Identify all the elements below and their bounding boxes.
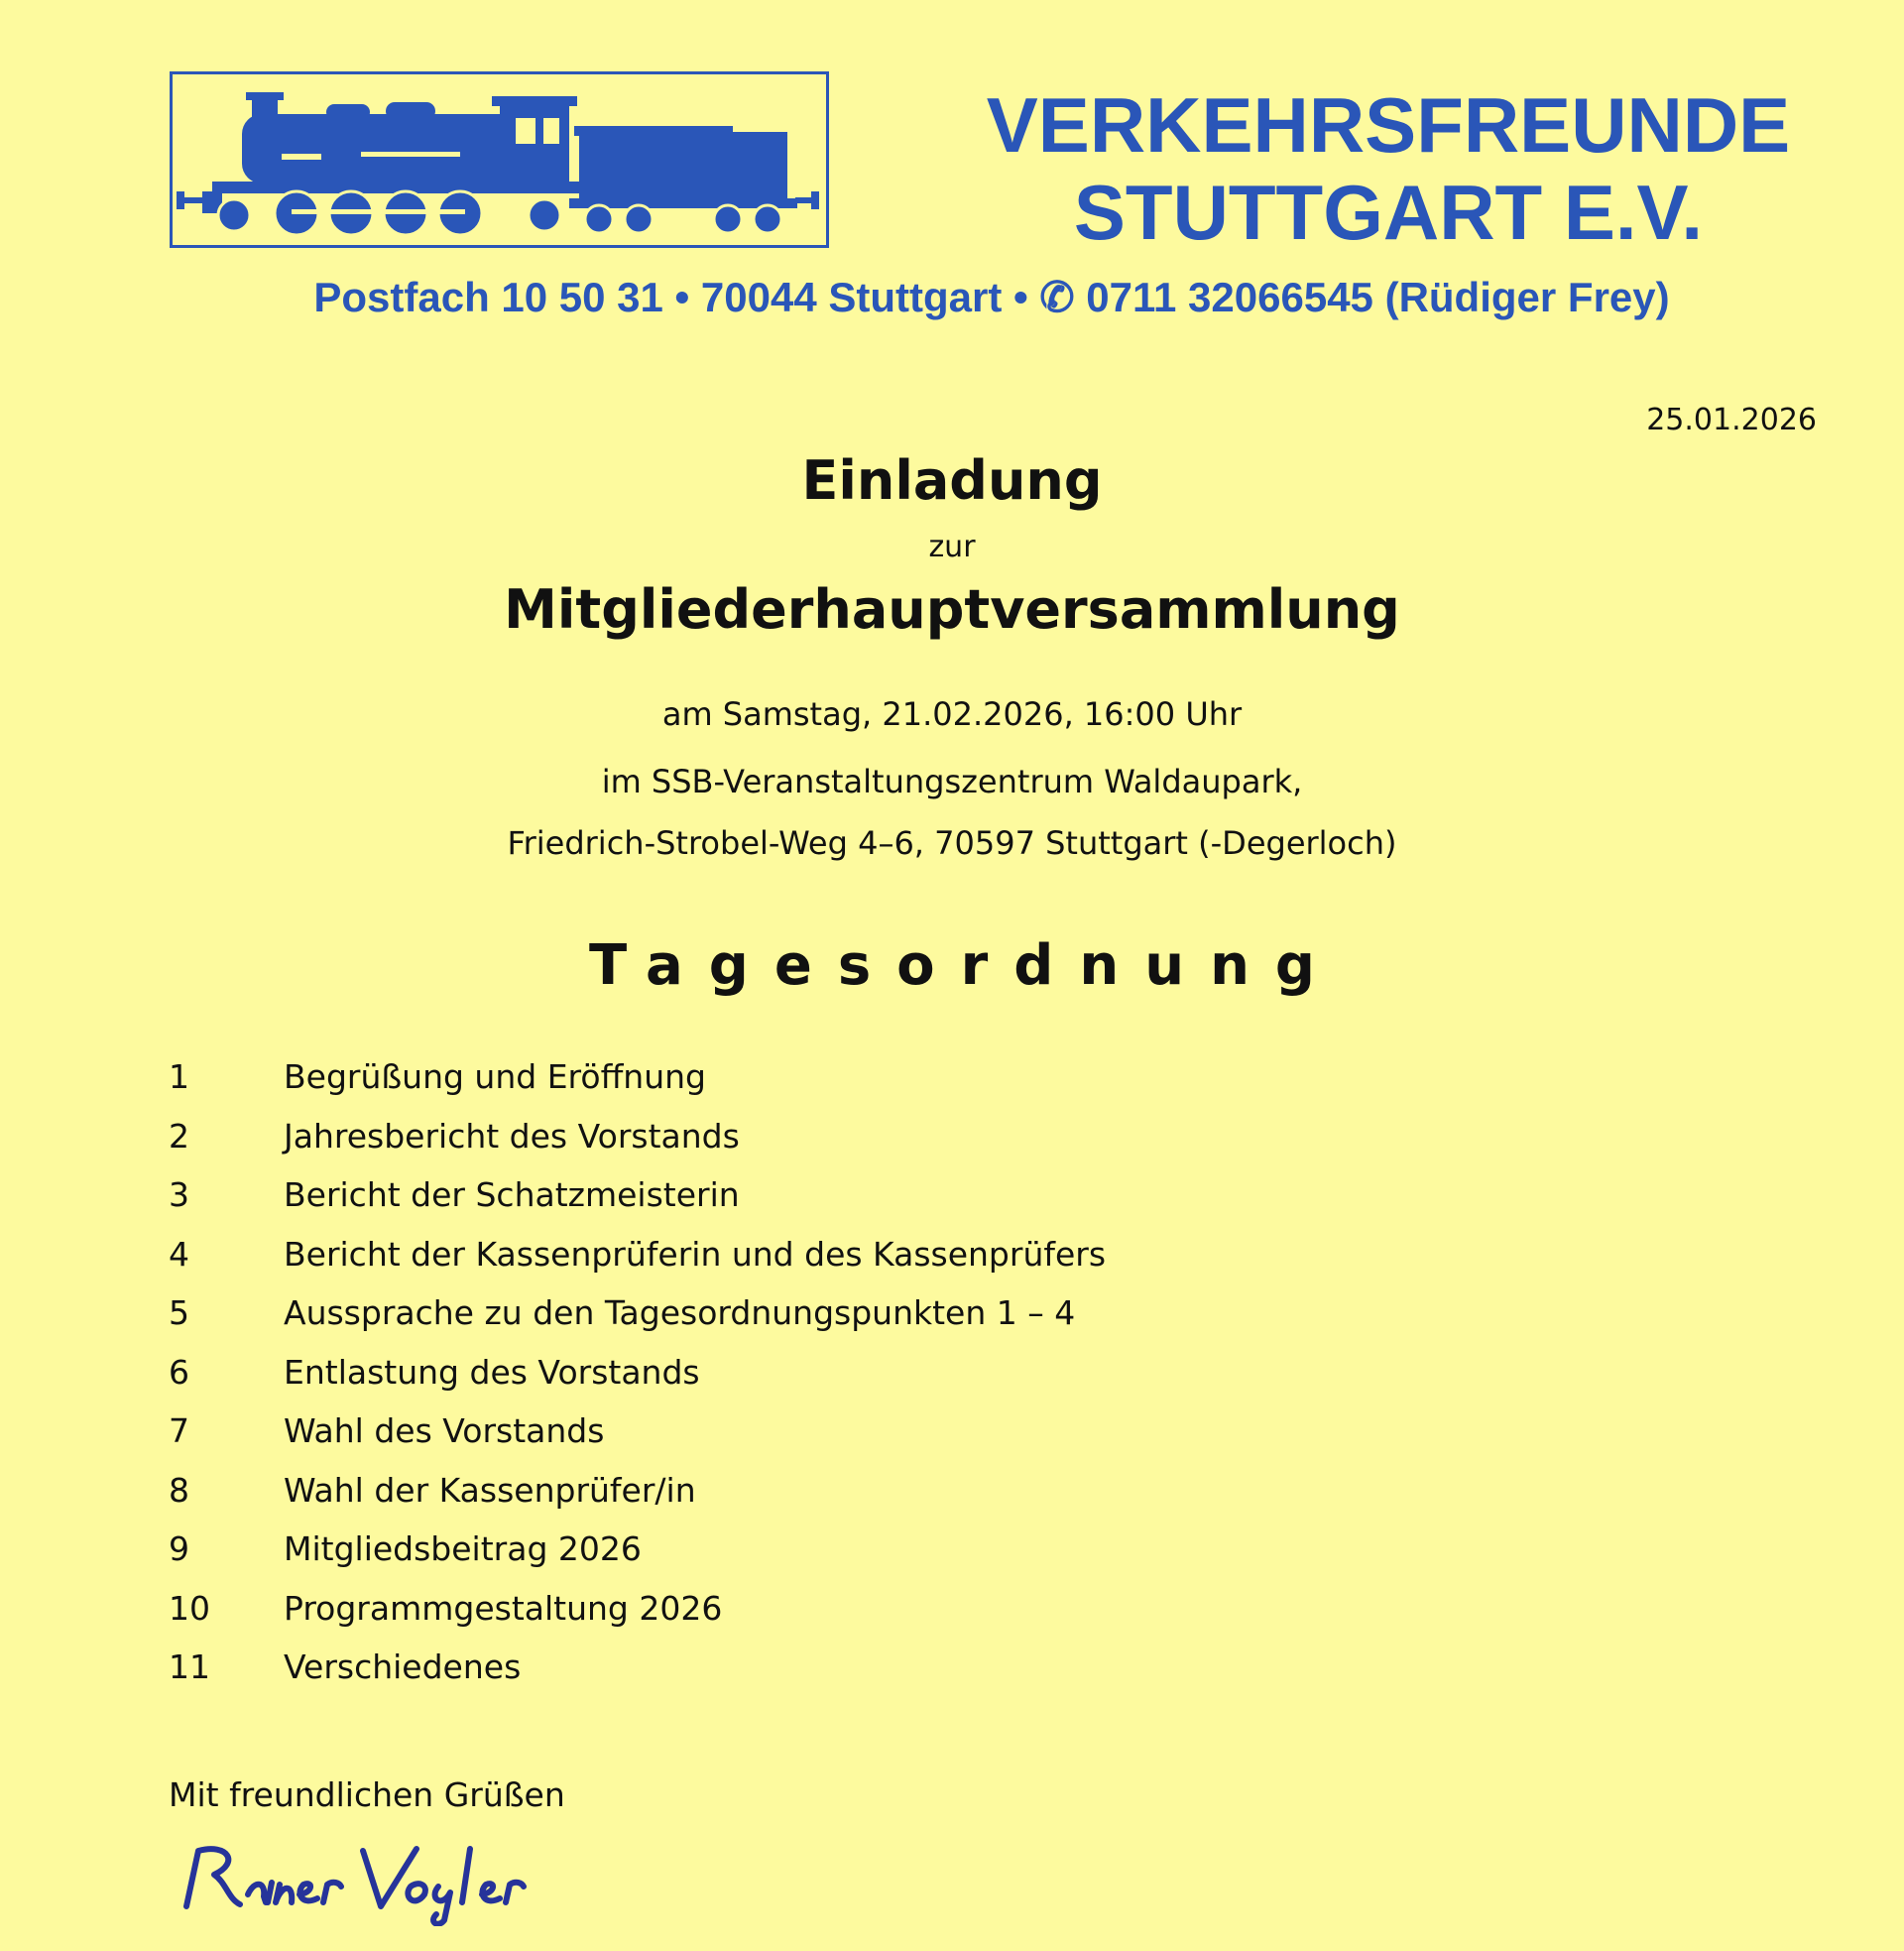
agenda-item (169, 1233, 1106, 1292)
agenda-item (169, 1527, 1106, 1587)
invitation-title: Einladung (801, 449, 1103, 512)
agenda-item-number: 11 (169, 1647, 210, 1686)
agenda-item-number: 3 (169, 1175, 189, 1214)
agenda-item-number: 1 (169, 1057, 189, 1096)
invitation-connector: zur (928, 530, 976, 564)
meeting-name: Mitgliederhauptversammlung (504, 578, 1400, 641)
agenda-item-text: Mitgliedsbeitrag 2026 (284, 1529, 642, 1568)
agenda-item (169, 1291, 1106, 1351)
org-name-line1: VERKEHRSFREUNDE (986, 81, 1791, 169)
agenda-item-number: 4 (169, 1234, 189, 1274)
org-name-line2: STUTTGART E.V. (1073, 169, 1704, 256)
closing-greeting: Mit freundlichen Grüßen (169, 1775, 565, 1814)
agenda-item-number: 7 (169, 1411, 189, 1450)
organization-name (932, 81, 1844, 256)
agenda-item (169, 1409, 1106, 1469)
meeting-venue: im SSB-Veranstaltungszentrum Waldaupark, (601, 763, 1303, 800)
club-logo (170, 71, 829, 248)
agenda-item-text: Wahl der Kassenprüfer/in (284, 1470, 696, 1510)
agenda-item (169, 1055, 1106, 1115)
agenda-item-text: Aussprache zu den Tagesordnungspunkten 1 – 4 (284, 1293, 1076, 1332)
agenda-title: Tagesordnung (588, 933, 1342, 998)
agenda-item-text: Bericht der Kassenprüferin und des Kassenprüfers (284, 1234, 1107, 1274)
agenda-item (169, 1646, 1106, 1705)
agenda-item-text: Verschiedenes (284, 1647, 522, 1686)
agenda-item-number: 5 (169, 1293, 189, 1332)
letter-date: 25.01.2026 (1646, 403, 1817, 437)
agenda-item-number: 8 (169, 1470, 189, 1510)
agenda-list (169, 1055, 1106, 1705)
agenda-item (169, 1351, 1106, 1410)
agenda-item-number: 10 (169, 1588, 210, 1628)
agenda-item (169, 1173, 1106, 1233)
agenda-item-number: 2 (169, 1116, 189, 1156)
agenda-item-text: Bericht der Schatzmeisterin (284, 1175, 740, 1214)
handwritten-signature (169, 1837, 585, 1930)
meeting-datetime: am Samstag, 21.02.2026, 16:00 Uhr (661, 695, 1243, 733)
agenda-item-text: Begrüßung und Eröffnung (284, 1057, 707, 1096)
agenda-item (169, 1115, 1106, 1174)
agenda-item-text: Programmgestaltung 2026 (284, 1588, 723, 1628)
agenda-item (169, 1469, 1106, 1528)
agenda-item-text: Entlastung des Vorstands (284, 1352, 700, 1392)
agenda-item-text: Wahl des Vorstands (284, 1411, 605, 1450)
steam-locomotive-icon (173, 74, 826, 245)
contact-address: Postfach 10 50 31 • 70044 Stuttgart • ✆ 0711 32066545 (Rüdiger Frey) (313, 274, 1670, 320)
agenda-item-number: 9 (169, 1529, 189, 1568)
meeting-address: Friedrich-Strobel-Weg 4–6, 70597 Stuttgart (-Degerloch) (507, 824, 1397, 862)
agenda-item (169, 1587, 1106, 1646)
agenda-item-number: 6 (169, 1352, 189, 1392)
agenda-item-text: Jahresbericht des Vorstands (284, 1116, 740, 1156)
